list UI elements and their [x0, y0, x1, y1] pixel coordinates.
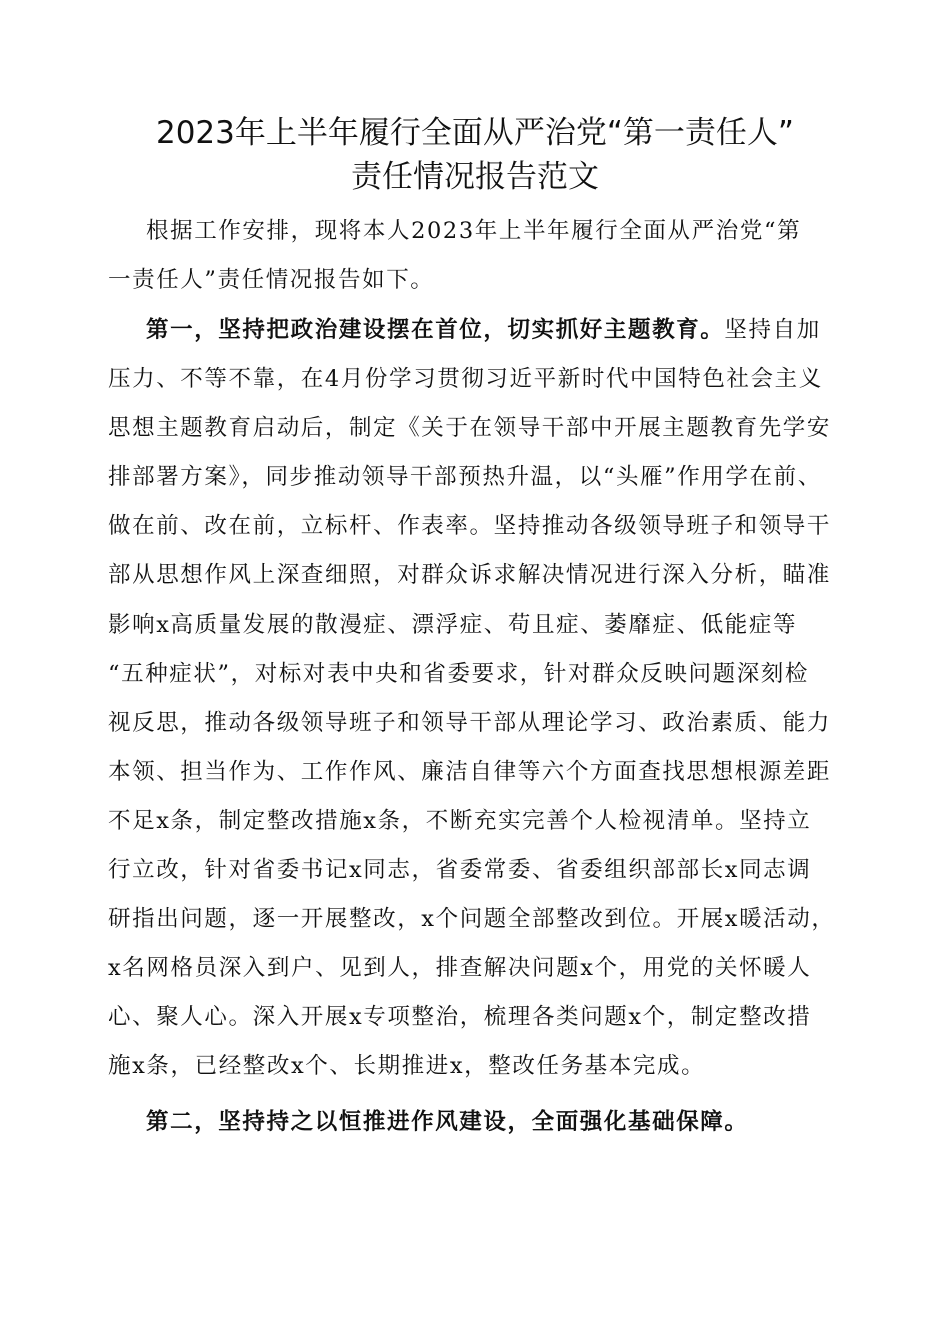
text-line: 心、聚人心。深入开展x专项整治，梳理各类问题x个，制定整改措 — [108, 1004, 812, 1031]
text-line: 部从思想作风上深查细照，对群众诉求解决情况进行深入分析，瞄准 — [108, 562, 832, 589]
text-line: 做在前、改在前，立标杆、作表率。坚持推动各级领导班子和领导干 — [108, 513, 832, 540]
text-line: 研指出问题，逐一开展整改，x个问题全部整改到位。开展x暖活动， — [108, 906, 836, 933]
title-line-1: 2023年上半年履行全面从严治党“第一责任人” — [155, 115, 794, 151]
text-line: 本领、担当作为、工作作风、廉洁自律等六个方面查找思想根源差距 — [108, 758, 832, 785]
section-2-heading — [146, 1107, 749, 1137]
section-2-heading-text: 第二，坚持持之以恒推进作风建设，全面强化基础保障。 — [146, 1109, 749, 1135]
text-line: 一责任人”责任情况报告如下。 — [108, 267, 435, 293]
text-line: 视反思，推动各级领导班子和领导干部从理论学习、政治素质、能力 — [108, 709, 832, 736]
text-line: “五种症状”，对标对表中央和省委要求，针对群众反映问题深刻检 — [108, 660, 810, 687]
text-fragment: 坚持自加 — [724, 317, 821, 343]
text-line: 影响x高质量发展的散漫症、漂浮症、苟且症、萎靡症、低能症等 — [108, 611, 798, 638]
title-line-2: 责任情况报告范文 — [351, 159, 599, 195]
text-line — [146, 315, 821, 345]
section-1-heading: 第一，坚持把政治建设摆在首位，切实抓好主题教育。 — [146, 317, 725, 343]
text-line: 根据工作安排，现将本人2023年上半年履行全面从严治党“第 — [146, 218, 802, 244]
text-line: 思想主题教育启动后，制定《关于在领导干部中开展主题教育先学安 — [108, 415, 832, 442]
text-line: 施x条，已经整改x个、长期推进x，整改任务基本完成。 — [108, 1053, 706, 1080]
text-line: 不足x条，制定整改措施x条，不断充实完善个人检视清单。坚持立 — [108, 807, 812, 834]
text-line: 压力、不等不靠，在4月份学习贯彻习近平新时代中国特色社会主义 — [108, 366, 823, 392]
text-line: x名网格员深入到户、见到人，排查解决问题x个，用党的关怀暖人 — [108, 955, 812, 982]
text-line: 行立改，针对省委书记x同志，省委常委、省委组织部部长x同志调 — [108, 857, 812, 883]
text-line: 排部署方案》，同步推动领导干部预热升温，以“头雁”作用学在前、 — [108, 464, 822, 491]
